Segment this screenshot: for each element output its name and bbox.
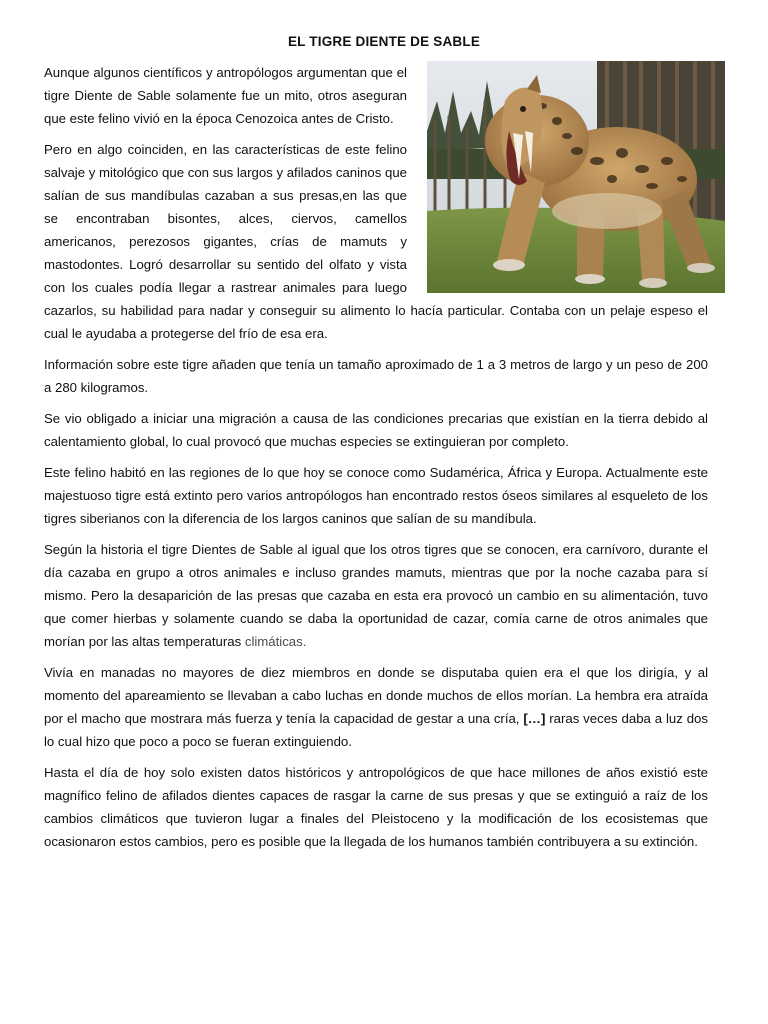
paragraph-3: Información sobre este tigre añaden que tenía un tamaño aproximado de 1 a 3 metros de largo y un peso de 200 a 280 kilogramos.: [44, 357, 708, 395]
saber-tooth-tiger-image: [427, 61, 725, 293]
paragraph-1: Aunque algunos científicos y antropólogos argumentan que el tigre Diente de Sable solamente fue un mito, otros aseguran que este felino vivió en la época Cenozoica antes de Cristo.: [44, 65, 407, 126]
paragraph-2: Pero en algo coinciden, en las características de este felino salvaje y mitológico que con sus largos y afilados caninos que salían de sus mandíbulas cazaban a sus presas,en las que se encontraban bisontes, alces, ciervos, camellos americanos, perezosos gigantes, crías de mamuts y mastodontes. Logró desarrollar su sentido del olfato y vista con los cuales podía llegar a rastrear animales para luego cazarlos, su habilidad para nadar y conseguir su alimento lo hacía particular. Contaba con un pelaje espeso el cual le ayudaba a protegerse del frío de esa era.: [44, 142, 708, 341]
page-title: EL TIGRE DIENTE DE SABLE: [287, 34, 481, 49]
paragraph-8: Hasta el día de hoy solo existen datos históricos y antropológicos de que hace millones de años existió este magnífico felino de afilados dientes capaces de rasgar la carne de sus presas y que se extinguió a raíz de los cambios climáticos que tuvieron lugar a finales del Pleistoceno y la modificación de los ecosistemas que ocasionaron estos cambios, pero es posible que la llegada de los humanos también contribuyera a su extinción.: [44, 765, 708, 849]
paragraph-4: Se vio obligado a iniciar una migración a causa de las condiciones precarias que existían en la tierra debido al calentamiento global, lo cual provocó que muchas especies se extinguieran por completo.: [44, 411, 708, 449]
ellipsis-mark: […]: [523, 711, 546, 726]
climaticas-link[interactable]: climáticas.: [244, 634, 307, 649]
paragraph-6: [44, 538, 708, 653]
paragraph-7-after: raras veces daba a luz dos lo cual hizo que poco a poco se fueran extinguiendo.: [44, 711, 708, 749]
paragraph-5: Este felino habitó en las regiones de lo que hoy se conoce como Sudamérica, África y Europa. Actualmente este majestuoso tigre está extinto pero varios antropólogos han encontrado restos óseos similares al esqueleto de los tigres siberianos con la diferencia de los largos caninos que salían de su mandíbula.: [44, 465, 708, 526]
paragraph-7-before: Vivía en manadas no mayores de diez miembros en donde se disputaba quien era el que los dirigía, y al momento del apareamiento se llevaban a cabo luchas en donde muchos de ellos morían. La hembra era atraída por el macho que mostrara más fuerza y tenía la capacidad de gestar a una cría,: [44, 665, 708, 726]
paragraph-6-text: Según la historia el tigre Dientes de Sable al igual que los otros tigres que se conocen, era carnívoro, durante el día cazaba en grupo a otros animales e incluso grandes mamuts, mientras que por la noche cazaba para sí mismo. Pero la desaparición de las presas que cazaba en esta era provocó un cambio en su alimentación, tuvo que comer hierbas y solamente cuando se daba la oportunidad de cazar, comía carne de otros animales que morían por las altas temperaturas: [44, 542, 708, 649]
paragraph-7: [44, 661, 708, 753]
document-body: [44, 61, 708, 861]
